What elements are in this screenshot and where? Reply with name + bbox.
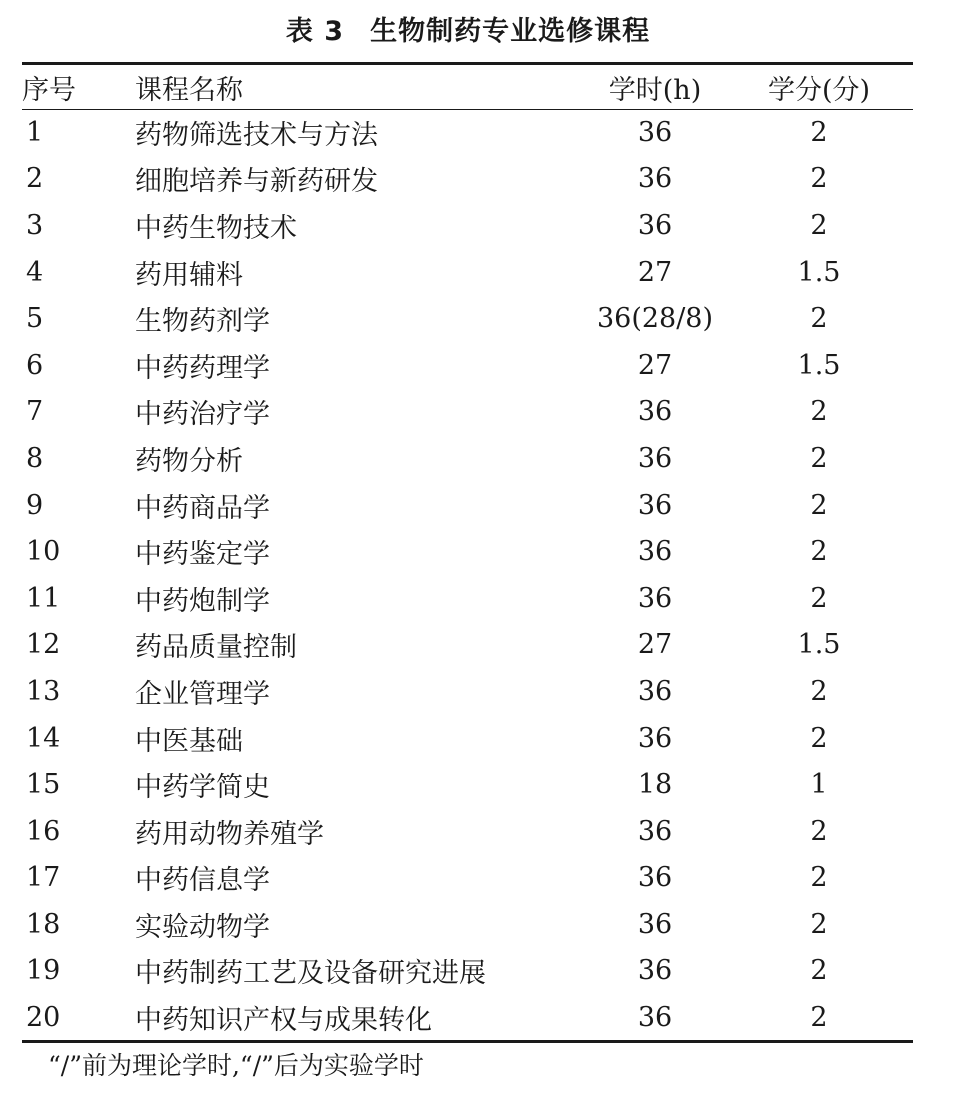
header-name: 课程名称	[135, 74, 243, 106]
row-index: 12	[26, 629, 61, 661]
table-row	[22, 761, 913, 808]
course-name: 药用辅料	[135, 259, 243, 291]
course-credits: 2	[810, 209, 828, 241]
row-index: 17	[26, 862, 61, 894]
course-hours: 27	[637, 629, 673, 661]
table-row	[22, 855, 913, 902]
course-name: 中药知识产权与成果转化	[135, 1005, 432, 1037]
course-credits: 1.5	[797, 629, 841, 661]
course-hours: 36	[637, 675, 673, 707]
header-row	[22, 65, 913, 109]
table-row	[22, 901, 913, 948]
course-credits: 2	[810, 489, 828, 521]
course-name: 中药学简史	[135, 772, 270, 804]
course-name: 中药治疗学	[135, 399, 270, 431]
course-hours: 36	[637, 722, 673, 754]
course-credits: 2	[810, 722, 828, 754]
course-hours: 36	[637, 116, 673, 148]
row-index: 7	[26, 396, 44, 428]
course-hours: 36	[637, 163, 673, 195]
table-row	[22, 808, 913, 855]
row-index: 10	[26, 536, 61, 568]
table-footnote: “/”前为理论学时,“/”后为实验学时	[48, 1051, 424, 1080]
row-index: 6	[26, 349, 44, 381]
row-index: 9	[26, 489, 44, 521]
table-row	[22, 249, 913, 296]
table-title: 生物制药专业选修课程	[370, 16, 651, 47]
course-credits: 2	[810, 955, 828, 987]
row-index: 14	[26, 722, 61, 754]
row-index: 2	[26, 163, 44, 195]
course-name: 药品质量控制	[135, 632, 297, 664]
course-name: 细胞培养与新药研发	[135, 166, 378, 198]
course-credits: 2	[810, 303, 828, 335]
header-credits: 学分(分)	[767, 74, 871, 106]
course-name: 中药信息学	[135, 865, 270, 897]
table-row	[22, 202, 913, 249]
course-name: 实验动物学	[135, 911, 270, 943]
course-hours: 36	[637, 955, 673, 987]
course-name: 药物分析	[135, 445, 243, 477]
row-index: 11	[26, 582, 61, 614]
course-credits: 2	[810, 442, 828, 474]
row-index: 16	[26, 815, 61, 847]
course-name: 中医基础	[135, 725, 243, 757]
table-row	[22, 482, 913, 529]
table-row	[22, 109, 913, 156]
course-credits: 2	[810, 908, 828, 940]
table-row	[22, 715, 913, 762]
table-caption	[0, 12, 936, 52]
course-name: 企业管理学	[135, 678, 270, 710]
course-name: 药用动物养殖学	[135, 818, 324, 850]
course-hours: 36	[637, 442, 673, 474]
course-hours: 36	[637, 582, 673, 614]
course-name: 中药炮制学	[135, 585, 270, 617]
row-index: 5	[26, 303, 44, 335]
table-row	[22, 389, 913, 436]
course-hours: 27	[637, 349, 673, 381]
course-hours: 36	[637, 209, 673, 241]
header-index: 序号	[22, 74, 76, 106]
table-row	[22, 994, 913, 1041]
row-index: 1	[26, 116, 44, 148]
course-credits: 2	[810, 116, 828, 148]
course-credits: 1	[810, 769, 828, 801]
table-row	[22, 668, 913, 715]
course-name: 中药商品学	[135, 492, 270, 524]
course-name: 药物筛选技术与方法	[135, 119, 378, 151]
table-row	[22, 575, 913, 622]
table-row	[22, 435, 913, 482]
course-credits: 2	[810, 536, 828, 568]
row-index: 13	[26, 675, 61, 707]
course-credits: 2	[810, 396, 828, 428]
row-index: 19	[26, 955, 61, 987]
table-row	[22, 528, 913, 575]
table-row	[22, 295, 913, 342]
course-table	[22, 65, 913, 1041]
course-name: 中药制药工艺及设备研究进展	[135, 958, 486, 990]
table-number: 表 3	[285, 16, 345, 47]
course-credits: 2	[810, 163, 828, 195]
course-hours: 36	[637, 1002, 673, 1034]
row-index: 15	[26, 769, 61, 801]
course-hours: 36(28/8)	[596, 303, 714, 335]
row-index: 18	[26, 908, 61, 940]
course-credits: 1.5	[797, 349, 841, 381]
course-name: 中药鉴定学	[135, 539, 270, 571]
course-credits: 2	[810, 1002, 828, 1034]
table-row	[22, 622, 913, 669]
course-name: 中药生物技术	[135, 212, 297, 244]
course-name: 生物药剂学	[135, 306, 270, 338]
course-credits: 2	[810, 675, 828, 707]
course-credits: 2	[810, 582, 828, 614]
row-index: 3	[26, 209, 44, 241]
course-hours: 27	[637, 256, 673, 288]
course-hours: 36	[637, 908, 673, 940]
table-row	[22, 948, 913, 995]
table-body	[22, 109, 913, 1041]
course-hours: 18	[637, 769, 673, 801]
course-name: 中药药理学	[135, 352, 270, 384]
row-index: 8	[26, 442, 44, 474]
course-hours: 36	[637, 815, 673, 847]
row-index: 4	[26, 256, 44, 288]
course-credits: 2	[810, 815, 828, 847]
course-hours: 36	[637, 536, 673, 568]
course-credits: 1.5	[797, 256, 841, 288]
table-row	[22, 156, 913, 203]
row-index: 20	[26, 1002, 61, 1034]
table-row	[22, 342, 913, 389]
course-hours: 36	[637, 396, 673, 428]
course-hours: 36	[637, 862, 673, 894]
course-credits: 2	[810, 862, 828, 894]
header-hours: 学时(h)	[608, 74, 702, 106]
course-hours: 36	[637, 489, 673, 521]
